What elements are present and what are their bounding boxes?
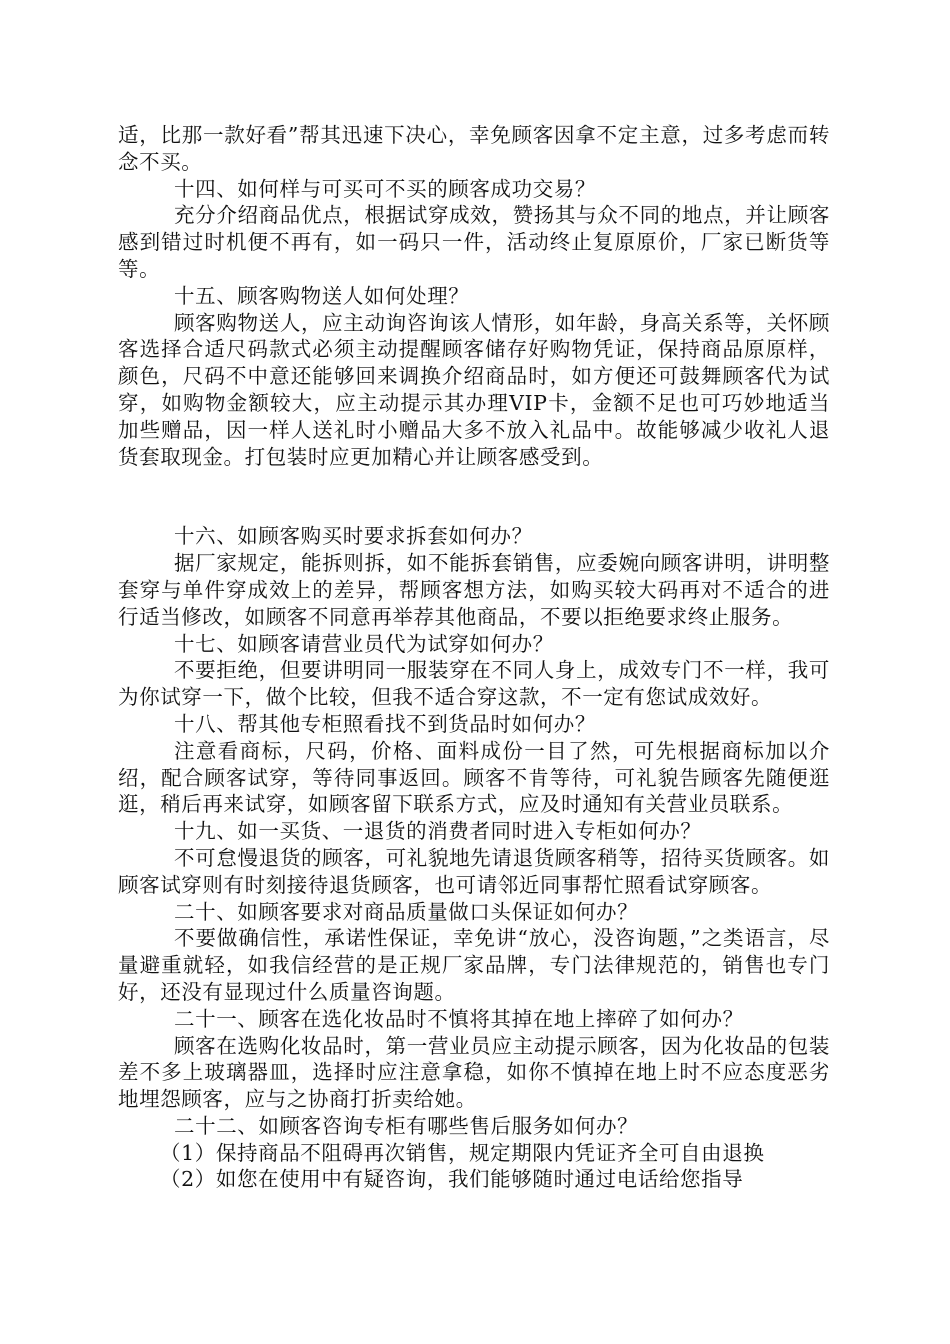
paragraph-body: 据厂家规定，能拆则拆，如不能拆套销售，应委婉向顾客讲明，讲明整套穿与单件穿成效上的差异，帮顾客想方法，如购买较大码再对不适合的进行适当修改，如顾客不同意再举荐其他商品，不要以拒绝要求终止服务。 bbox=[118, 551, 830, 629]
section-heading-14: 十四、如何样与可买可不买的顾客成功交易？ bbox=[174, 176, 596, 201]
section-heading-22: 二十二、如顾客咨询专柜有哪些售后服务如何办？ bbox=[174, 1113, 639, 1138]
document-page bbox=[118, 122, 830, 1193]
paragraph-body: 顾客购物送人，应主动询咨询该人情形，如年龄，身高关系等，关怀顾客选择合适尺码款式必须主动提醒顾客储存好购物凭证，保持商品原原样，颜色，尺码不中意还能够回来调换介绍商品时，如方便还可鼓舞顾客代为试穿，如购物金额较大，应主动提示其办理VIP卡，金额不足也可巧妙地适当加些赠品，因一样人送礼时小赠品大多不放入礼品中。故能够减少收礼人退货套取现金。打包装时应更加精心并让顾客感受到。 bbox=[118, 310, 830, 469]
paragraph-body: 充分介绍商品优点，根据试穿成效，赞扬其与众不同的地点，并让顾客感到错过时机便不再有，如一码只一件，活动终止复原原价，厂家已断货等等。 bbox=[118, 203, 830, 281]
section-heading-19: 十九、如一买货、一退货的消费者同时进入专柜如何办？ bbox=[174, 819, 702, 844]
section-heading-18: 十八、帮其他专柜照看找不到货品时如何办？ bbox=[174, 711, 596, 736]
paragraph-body: 顾客在选购化妆品时，第一营业员应主动提示顾客，因为化妆品的包装差不多上玻璃器皿，选择时应注意拿稳，如你不慎掉在地上时不应态度恶劣地埋怨顾客，应与之协商打折卖给她。 bbox=[118, 1033, 830, 1112]
paragraph-body: 适，比那一款好看”帮其迅速下决心，幸免顾客因拿不定主意，过多考虑而转念不买。 bbox=[118, 123, 830, 174]
paragraph-body: 注意看商标，尺码，价格、面料成份一目了然，可先根据商标加以介绍，配合顾客试穿，等待同事返回。顾客不肯等待，可礼貌告顾客先随便逛逛，稍后再来试穿，如顾客留下联系方式，应及时通知有关营业员联系。 bbox=[118, 738, 830, 817]
paragraph-body: 不要拒绝，但要讲明同一服装穿在不同人身上，成效专门不一样，我可为你试穿一下，做个比较，但我不适合穿这款，不一定有您试成效好。 bbox=[118, 658, 830, 710]
paragraph-body: 不可怠慢退货的顾客，可礼貌地先请退货顾客稍等，招待买货顾客。如顾客试穿则有时刻接待退货顾客，也可请邻近同事帮忙照看试穿顾客。 bbox=[118, 845, 830, 897]
section-heading-15: 十五、顾客购物送人如何处理？ bbox=[174, 283, 470, 308]
section-heading-20: 二十、如顾客要求对商品质量做口头保证如何办？ bbox=[174, 899, 639, 924]
paragraph-body: 不要做确信性，承诺性保证，幸免讲“放心，没咨询题，”之类语言，尽量避重就轻，如我信经营的是正规厂家品牌，专门法律规范的，销售也专门好，还没有显现过什么质量咨询题。 bbox=[118, 926, 830, 1004]
section-heading-17: 十七、如顾客请营业员代为试穿如何办？ bbox=[174, 631, 554, 656]
section-heading-21: 二十一、顾客在选化妆品时不慎将其掉在地上摔碎了如何办？ bbox=[174, 1006, 744, 1031]
section-heading-16: 十六、如顾客购买时要求拆套如何办？ bbox=[174, 524, 533, 549]
list-item: （2）如您在使用中有疑咨询，我们能够随时通过电话给您指导 bbox=[160, 1167, 744, 1192]
list-item: （1）保持商品不阻碍再次销售，规定期限内凭证齐全可自由退换 bbox=[160, 1140, 765, 1165]
paragraph-gap bbox=[118, 470, 830, 523]
